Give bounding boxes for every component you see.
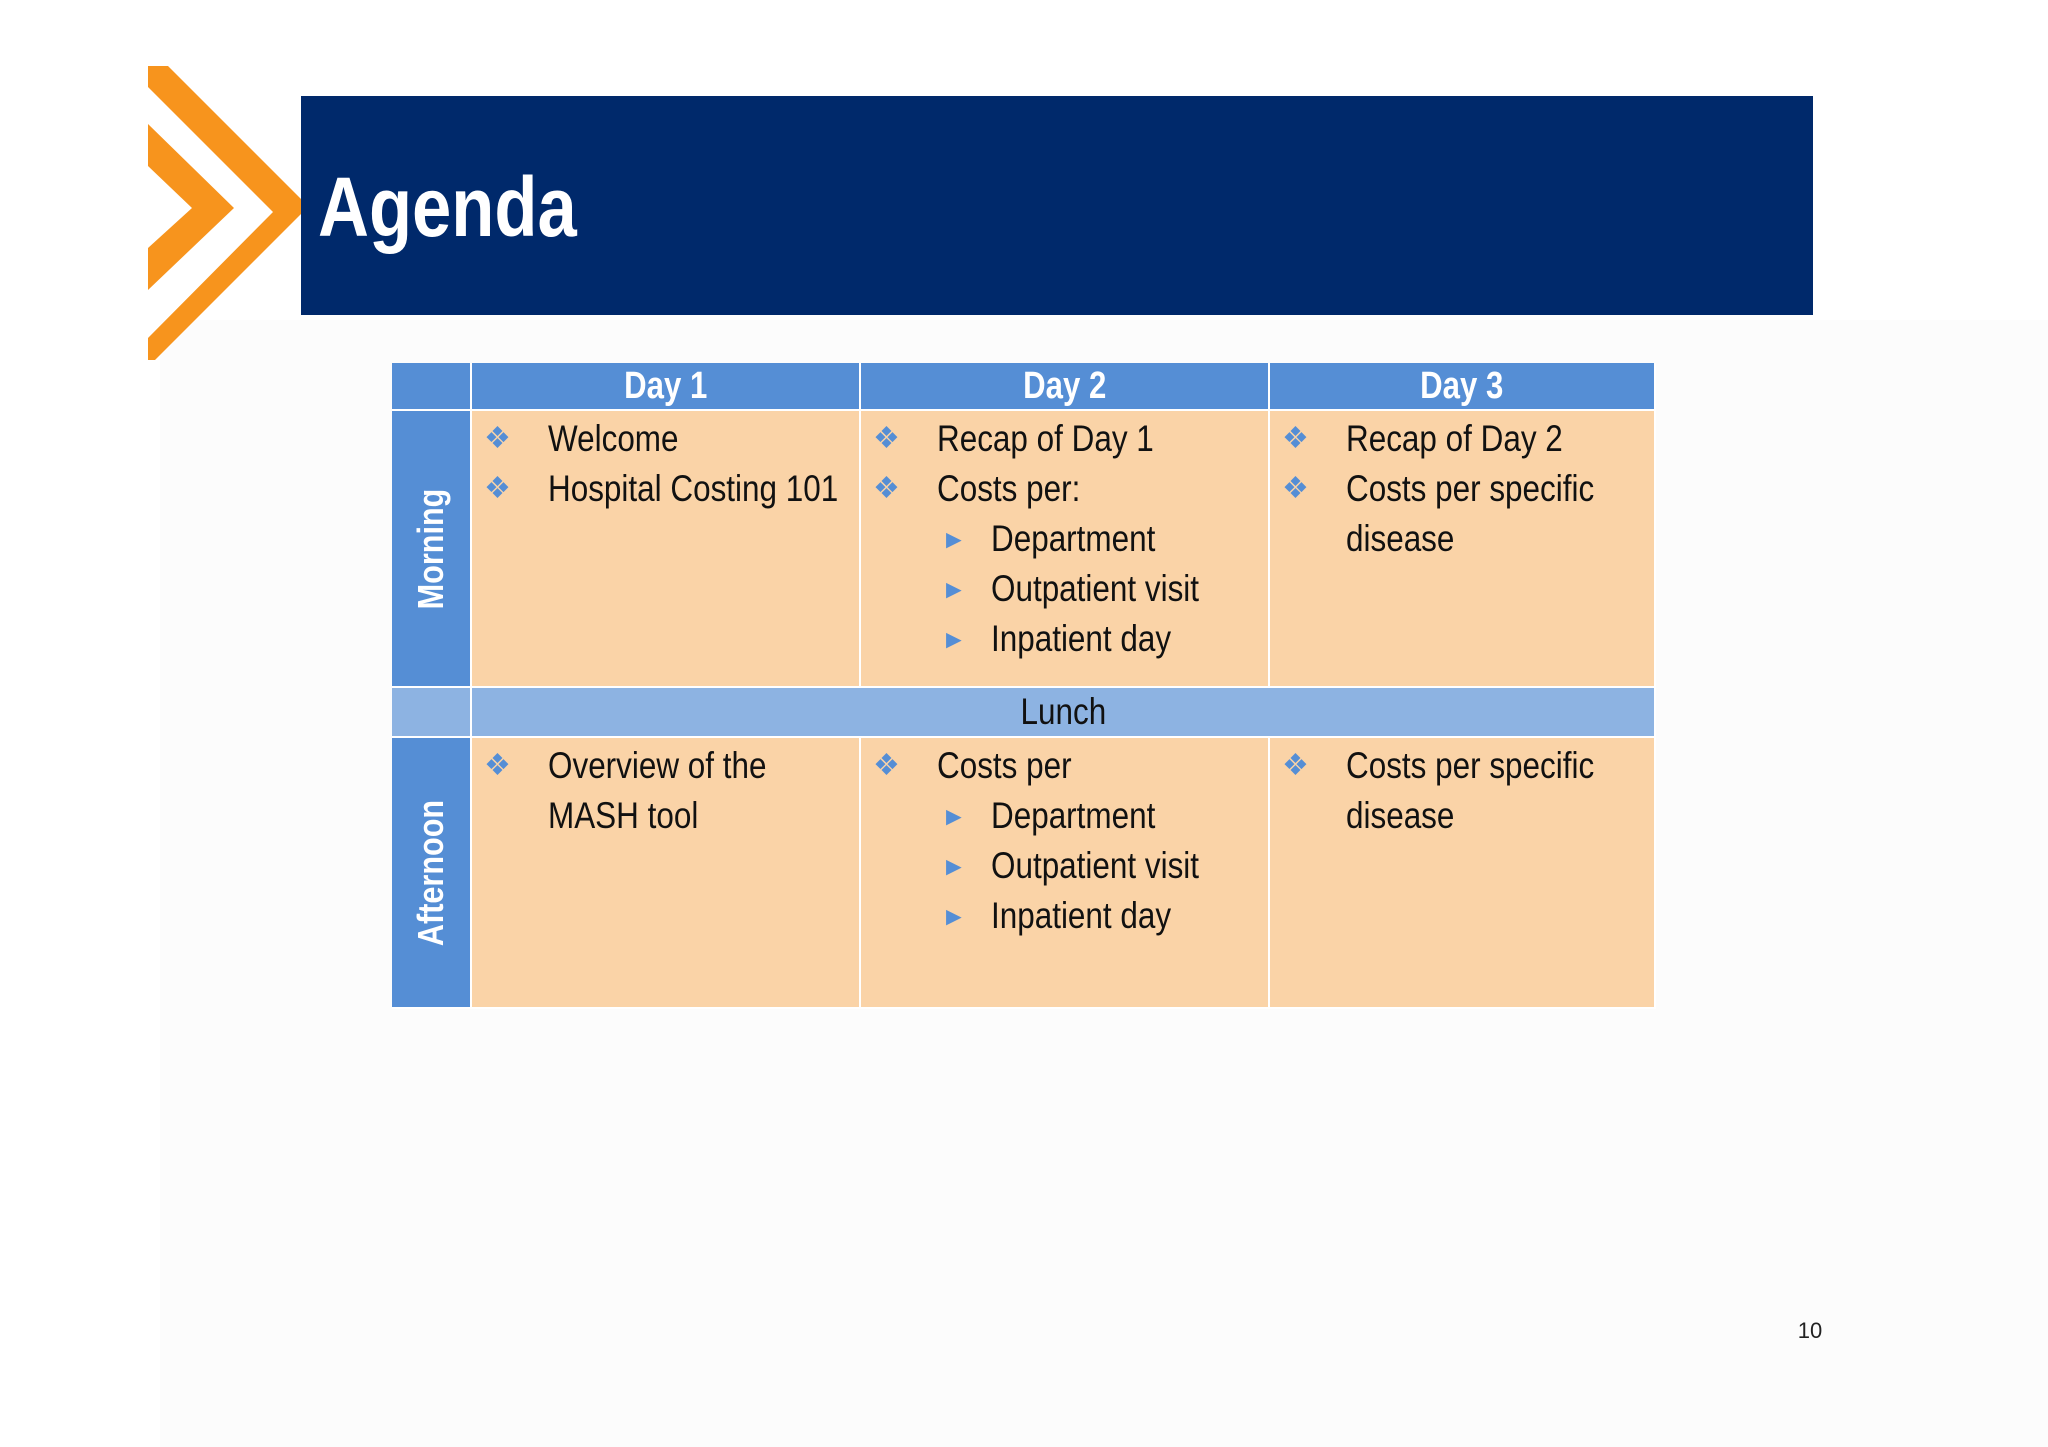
right-triangle-bullet-icon: ► <box>941 901 967 931</box>
right-triangle-bullet-icon: ► <box>941 574 967 604</box>
table-corner-cell <box>392 363 472 411</box>
list-item-continuation: MASH tool <box>548 795 699 836</box>
diamond-cluster-bullet-icon: ❖ <box>873 472 900 505</box>
diamond-cluster-bullet-icon: ❖ <box>873 422 900 455</box>
page-number: 10 <box>1797 1318 1823 1343</box>
right-triangle-bullet-icon: ► <box>941 851 967 881</box>
list-item: ❖ Costs per: <box>861 464 1268 514</box>
header-day-1: Day 1 <box>472 363 861 411</box>
list-subitem: ► Department <box>861 791 1268 841</box>
right-triangle-bullet-icon: ► <box>941 524 967 554</box>
orange-double-chevron-icon <box>140 60 310 360</box>
right-triangle-bullet-icon: ► <box>941 801 967 831</box>
lunch-row: Lunch <box>472 688 1656 738</box>
diamond-cluster-bullet-icon: ❖ <box>1282 749 1309 782</box>
row-label-morning: Morning <box>392 411 472 688</box>
list-subitem: ► Inpatient day <box>861 614 1268 664</box>
afternoon-day-2-cell <box>861 738 1270 1009</box>
row-label-afternoon: Afternoon <box>392 738 472 1009</box>
list-subitem: ► Department <box>861 514 1268 564</box>
list-item: ❖ Costs per specific <box>1270 741 1654 791</box>
list-item-continuation: disease <box>1346 795 1455 836</box>
agenda-table <box>392 363 1656 1009</box>
slide-title: Agenda <box>318 160 577 254</box>
list-item: ❖ Welcome <box>472 414 859 464</box>
list-item: ❖ Costs per specific <box>1270 464 1654 514</box>
header-day-2: Day 2 <box>861 363 1270 411</box>
list-item: ❖ Overview of the <box>472 741 859 791</box>
list-item-continuation: disease <box>1346 518 1455 559</box>
afternoon-day-1-cell <box>472 738 861 1009</box>
diamond-cluster-bullet-icon: ❖ <box>484 422 511 455</box>
diamond-cluster-bullet-icon: ❖ <box>484 472 511 505</box>
list-subitem: ► Inpatient day <box>861 891 1268 941</box>
diamond-cluster-bullet-icon: ❖ <box>1282 422 1309 455</box>
list-subitem: ► Outpatient visit <box>861 841 1268 891</box>
morning-day-1-cell <box>472 411 861 688</box>
list-item: ❖ Recap of Day 2 <box>1270 414 1654 464</box>
diamond-cluster-bullet-icon: ❖ <box>484 749 511 782</box>
diamond-cluster-bullet-icon: ❖ <box>1282 472 1309 505</box>
list-item: ❖ Recap of Day 1 <box>861 414 1268 464</box>
header-day-3: Day 3 <box>1270 363 1656 411</box>
lunch-row-stub <box>392 688 472 738</box>
list-item: ❖ Costs per <box>861 741 1268 791</box>
list-item: ❖ Hospital Costing 101 <box>472 464 859 514</box>
list-subitem: ► Outpatient visit <box>861 564 1268 614</box>
afternoon-day-3-cell <box>1270 738 1656 1009</box>
morning-day-3-cell <box>1270 411 1656 688</box>
right-triangle-bullet-icon: ► <box>941 624 967 654</box>
morning-day-2-cell <box>861 411 1270 688</box>
diamond-cluster-bullet-icon: ❖ <box>873 749 900 782</box>
